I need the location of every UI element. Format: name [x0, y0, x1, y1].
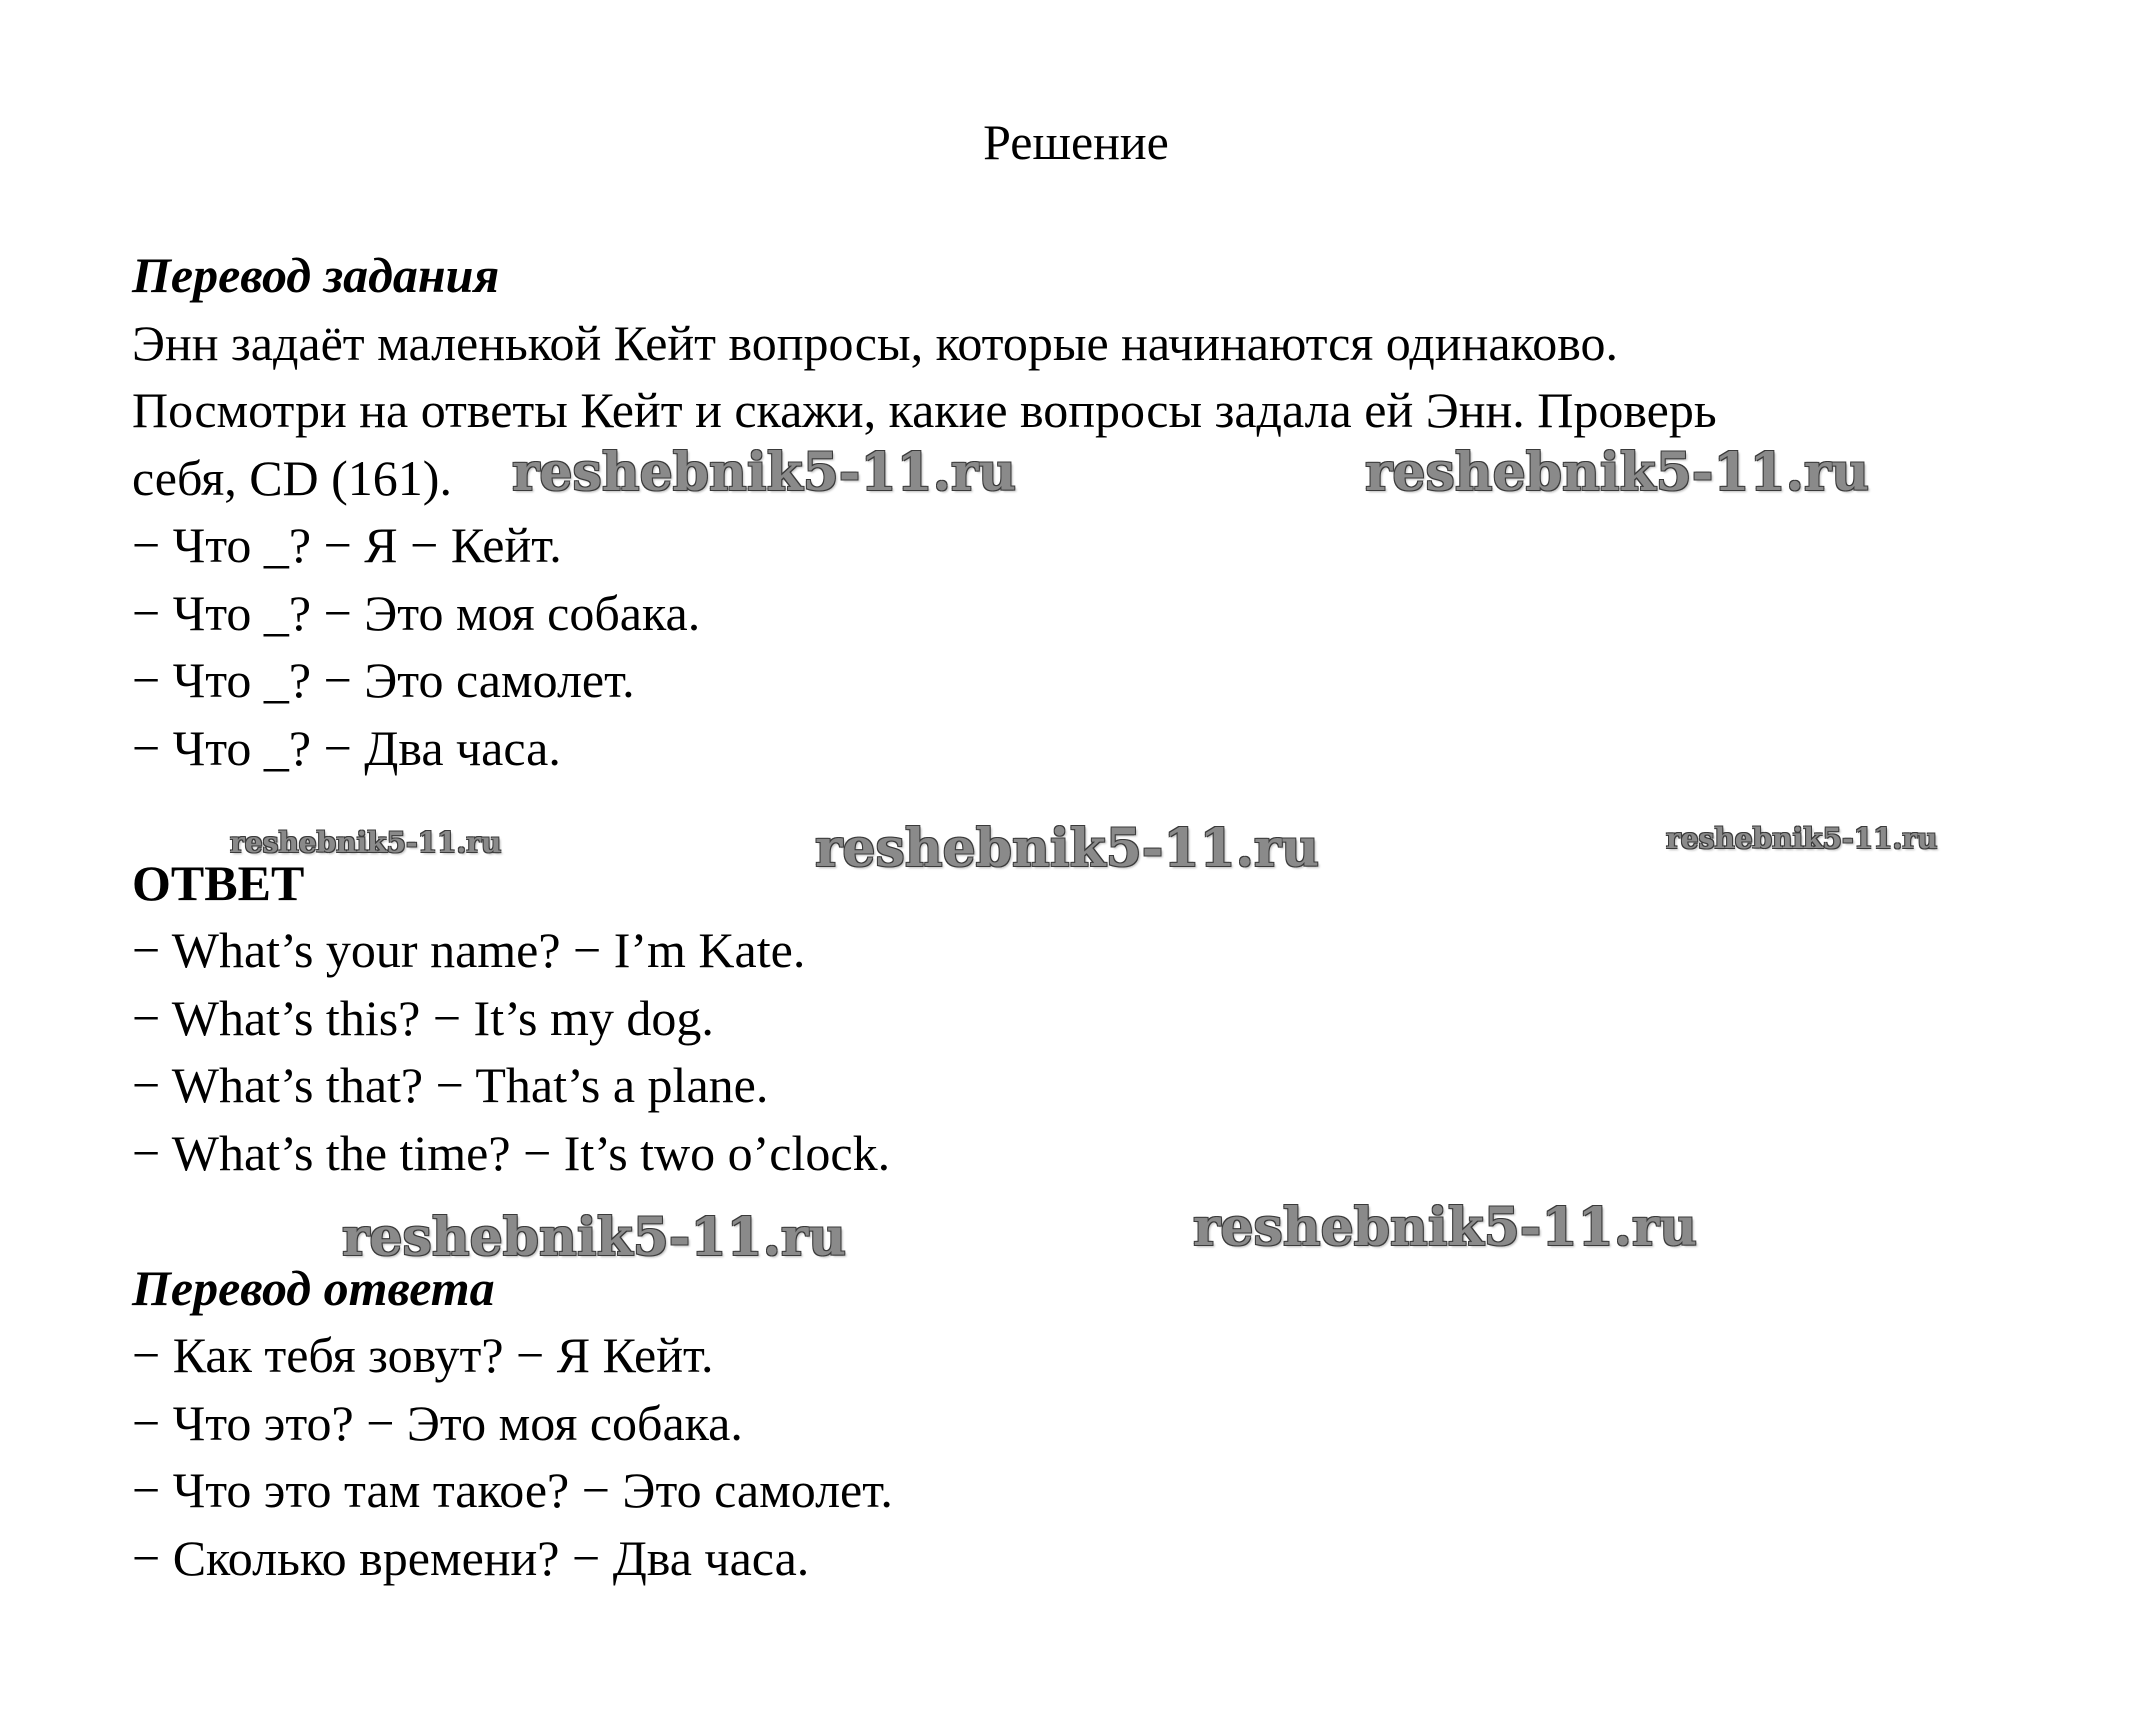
watermark: reshebnik5-11.ru	[512, 442, 1017, 503]
page-title: Решение	[983, 114, 1169, 170]
answer-translation-item: − Что это? − Это моя собака.	[132, 1394, 743, 1451]
answer-item: − What’s the time? − It’s two o’clock.	[132, 1124, 891, 1181]
task-item: − Что _? − Это моя собака.	[132, 584, 701, 641]
answer-item: − What’s your name? − I’m Kate.	[132, 922, 806, 978]
task-text-line: себя, CD (161).	[132, 449, 452, 506]
watermark: reshebnik5-11.ru	[1666, 822, 1938, 855]
watermark: reshebnik5-11.ru	[230, 826, 502, 859]
answer-heading: ОТВЕТ	[132, 854, 305, 911]
watermark: reshebnik5-11.ru	[1365, 442, 1870, 503]
task-item: − Что _? − Два часа.	[132, 719, 561, 776]
answer-translation-item: − Как тебя зовут? − Я Кейт.	[132, 1327, 714, 1383]
task-item: − Что _? − Я − Кейт.	[132, 517, 562, 573]
watermark: reshebnik5-11.ru	[815, 818, 1320, 879]
task-text-line: Посмотри на ответы Кейт и скажи, какие вопросы задала ей Энн. Проверь	[132, 382, 1717, 438]
answer-translation-item: − Что это там такое? − Это самолет.	[132, 1462, 893, 1518]
task-text-line: Энн задаёт маленькой Кейт вопросы, которые начинаются одинаково.	[132, 314, 1619, 371]
task-translation-heading: Перевод задания	[132, 247, 500, 303]
answer-translation-heading: Перевод ответа	[132, 1259, 495, 1316]
answer-item: − What’s that? − That’s a plane.	[132, 1057, 769, 1113]
watermark: reshebnik5-11.ru	[1193, 1197, 1698, 1258]
task-item: − Что _? − Это самолет.	[132, 652, 635, 708]
answer-item: − What’s this? − It’s my dog.	[132, 989, 714, 1046]
watermark: reshebnik5-11.ru	[342, 1207, 847, 1268]
answer-translation-item: − Сколько времени? − Два часа.	[132, 1529, 810, 1586]
